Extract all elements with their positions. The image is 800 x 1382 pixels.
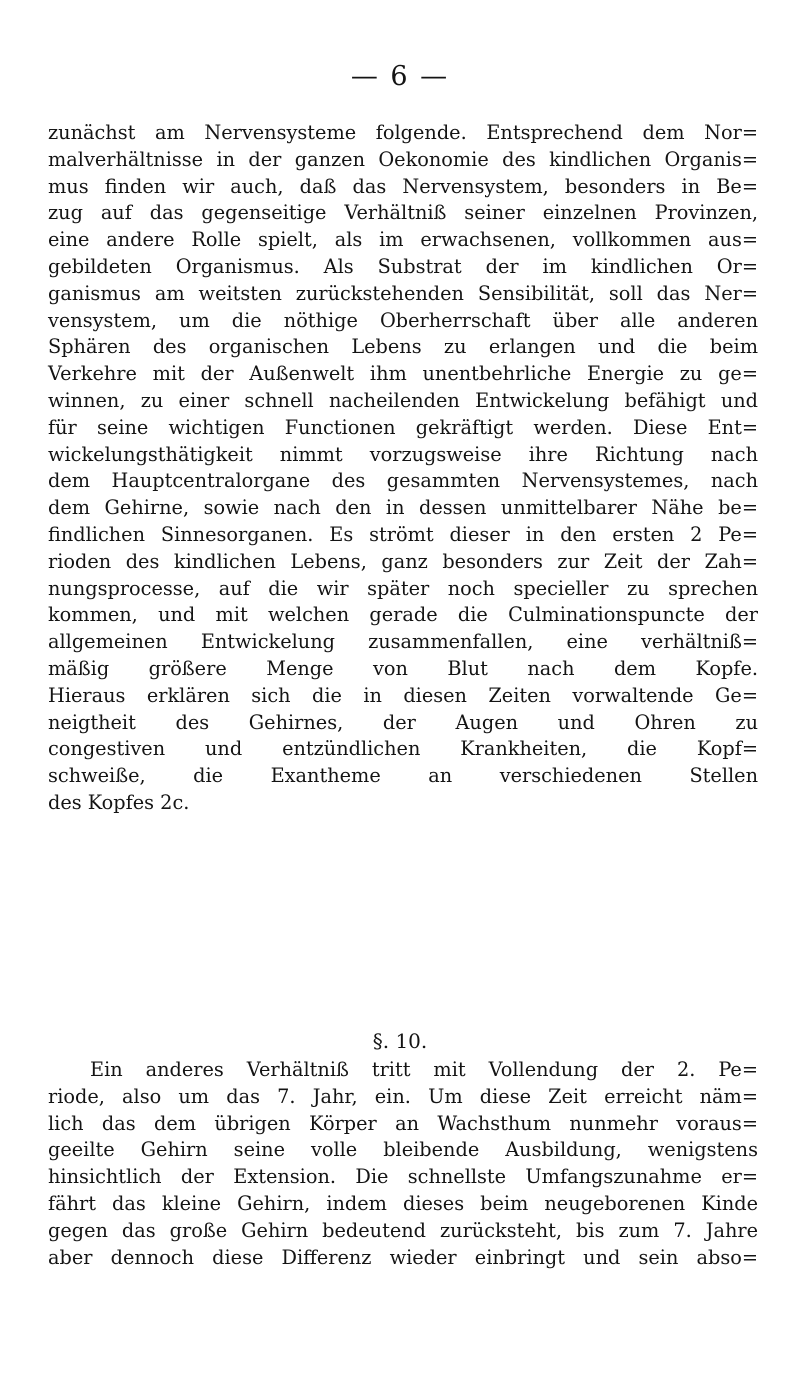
text-line: congestiven und entzündlichen Krankheiten, die Kopf= (48, 737, 758, 761)
text-line: mäßig größere Menge von Blut nach dem Kopfe. (48, 656, 758, 680)
text-line: nungsprocesse, auf die wir später noch specieller zu sprechen (48, 576, 758, 600)
text-line: malverhältnisse in der ganzen Oekonomie des kindlichen Organis= (48, 147, 758, 171)
text-line: Verkehre mit der Außenwelt ihm unentbehrliche Energie zu ge= (48, 362, 758, 386)
text-line: schweiße, die Exantheme an verschiedenen Stellen (48, 764, 758, 788)
text-line: riode, also um das 7. Jahr, ein. Um diese Zeit erreicht näm= (48, 1084, 758, 1108)
text-line: vensystem, um die nöthige Oberherrschaft über alle anderen (48, 308, 758, 332)
text-line: fährt das kleine Gehirn, indem dieses beim neugeborenen Kinde (48, 1191, 758, 1215)
text-line: hinsichtlich der Extension. Die schnellste Umfangszunahme er= (48, 1165, 758, 1189)
section-heading: §. 10. (372, 1029, 428, 1053)
text-line: Hieraus erklären sich die in diesen Zeiten vorwaltende Ge= (48, 683, 758, 707)
text-line: dem Hauptcentralorgane des gesammten Nervensystemes, nach (48, 469, 758, 493)
text-line: Ein anderes Verhältniß tritt mit Vollendung der 2. Pe= (90, 1058, 758, 1081)
paragraph-1 (48, 120, 758, 817)
text-line: allgemeinen Entwickelung zusammenfallen, eine verhältniß= (48, 630, 758, 654)
text-line: kommen, und mit welchen gerade die Culminationspuncte der (48, 603, 758, 627)
text-line: gebildeten Organismus. Als Substrat der im kindlichen Or= (48, 254, 758, 278)
text-line: Sphären des organischen Lebens zu erlangen und die beim (48, 335, 758, 359)
text-line: des Kopfes 2c. (48, 790, 190, 814)
text-line: geeilte Gehirn seine volle bleibende Ausbildung, wenigstens (48, 1138, 758, 1162)
text-line: gegen das große Gehirn bedeutend zurücksteht, bis zum 7. Jahre (48, 1218, 758, 1242)
text-line: findlichen Sinnesorganen. Es strömt dieser in den ersten 2 Pe= (48, 522, 758, 546)
text-line: rioden des kindlichen Lebens, ganz besonders zur Zeit der Zah= (48, 549, 758, 573)
text-line: für seine wichtigen Functionen gekräftigt werden. Diese Ent= (48, 415, 758, 439)
text-line: winnen, zu einer schnell nacheilenden Entwickelung befähigt und (48, 388, 758, 412)
text-line: zunächst am Nervensysteme folgende. Entsprechend dem Nor= (48, 121, 758, 144)
text-line: zug auf das gegenseitige Verhältniß seiner einzelnen Provinzen, (48, 201, 758, 225)
paragraph-2 (48, 1057, 758, 1271)
text-line: mus finden wir auch, daß das Nervensystem, besonders in Be= (48, 174, 758, 198)
text-line: lich das dem übrigen Körper an Wachsthum nunmehr voraus= (48, 1111, 758, 1135)
text-line: wickelungsthätigkeit nimmt vorzugsweise ihre Richtung nach (48, 442, 758, 466)
text-line: eine andere Rolle spielt, als im erwachsenen, vollkommen aus= (48, 228, 758, 252)
page-number: — 6 — (350, 61, 450, 92)
text-line: neigtheit des Gehirnes, der Augen und Ohren zu (48, 710, 758, 734)
text-line: dem Gehirne, sowie nach den in dessen unmittelbarer Nähe be= (48, 496, 758, 520)
text-line: ganismus am weitsten zurückstehenden Sensibilität, soll das Ner= (48, 281, 758, 305)
text-line: aber dennoch diese Differenz wieder einbringt und sein abso= (48, 1245, 758, 1269)
